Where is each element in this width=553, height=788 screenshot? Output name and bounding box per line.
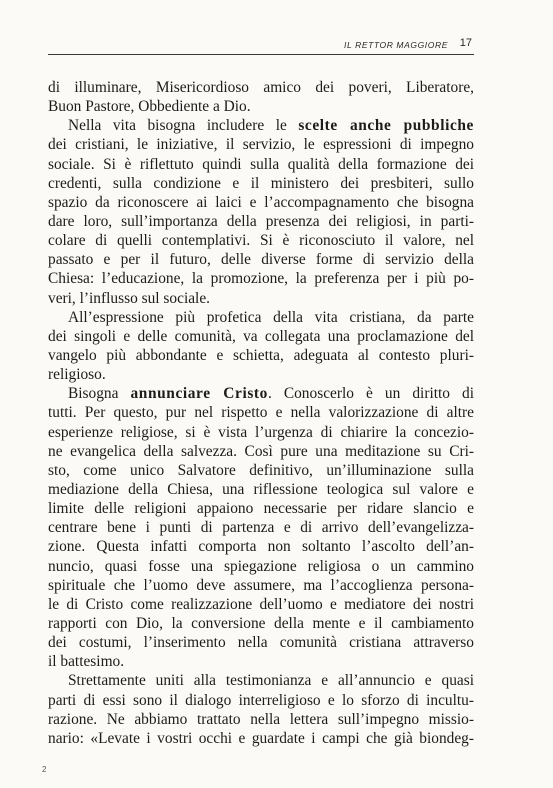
text-line	[48, 442, 474, 461]
text-run: credenti, sulla condizione e il ministero dei presbiteri, sullo	[48, 174, 474, 192]
text-run: colare di quelli contemplativi. Si è riconosciuto il valore, nel	[48, 232, 474, 250]
text-run: rapporti con Dio, la conversione della mente e il cambiamento	[48, 614, 474, 632]
text-run: vangelo più abbondante e schietta, adeguata al contesto pluri-	[48, 346, 474, 364]
text-run: spazio da riconoscere ai laici e l’accompagnamento che bisogna	[48, 193, 474, 211]
text-line	[48, 289, 474, 308]
text-run: religioso.	[48, 366, 106, 384]
text-line	[48, 250, 474, 269]
text-run: . Conoscerlo è un diritto di	[267, 385, 475, 403]
text-line	[48, 518, 474, 537]
footer-mark: 2	[42, 765, 47, 774]
text-run: Bisogna	[68, 385, 131, 403]
text-line	[48, 614, 474, 633]
text-run: passato e per il futuro, delle diverse forme di servizio della	[48, 251, 474, 269]
text-run: nario: «Levate i vostri occhi e guardate i campi che già biondeg-	[48, 729, 474, 747]
text-run: sociale. Si è riflettuto quindi sulla qualità della formazione dei	[48, 155, 474, 173]
text-line	[48, 423, 474, 442]
running-title: IL RETTOR MAGGIORE	[343, 40, 448, 50]
text-line	[48, 595, 474, 614]
text-run: dei cristiani, le iniziative, il servizio, le espressioni di impegno	[48, 136, 474, 154]
text-run: limite delle religioni appaiono necessarie per ridare slancio e	[48, 500, 474, 518]
text-line	[48, 97, 474, 116]
page-number: 17	[459, 37, 472, 49]
text-line	[48, 78, 474, 97]
text-run: Strettamente uniti alla testimonianza e all’annuncio e quasi	[68, 672, 474, 690]
text-line	[48, 461, 474, 480]
text-run: All’espressione più profetica della vita cristiana, da parte	[68, 308, 474, 326]
text-run: dei singoli e delle comunità, va collegata una proclamazione del	[48, 327, 474, 345]
text-line	[48, 174, 474, 193]
text-run: ne evangelica della salvezza. Così pure una meditazione su Cri-	[48, 442, 474, 460]
running-header	[48, 32, 474, 55]
text-run: spirituale che l’uomo deve assumere, ma l’accoglienza persona-	[48, 576, 474, 594]
emphasized-phrase: annunciare Cristo	[130, 385, 268, 403]
text-run: di illuminare, Misericordioso amico dei poveri, Liberatore,	[48, 79, 474, 96]
text-line	[48, 480, 474, 499]
text-run: il battesimo.	[48, 653, 125, 671]
text-run: centrare bene i punti di partenza e di arrivo dell’evangelizza-	[48, 519, 474, 537]
text-line	[48, 652, 474, 671]
text-run: veri, l’influsso sul sociale.	[48, 289, 210, 307]
text-run: Chiesa: l’educazione, la promozione, la preferenza per i più po-	[48, 270, 474, 288]
text-line	[48, 135, 474, 154]
text-line	[48, 403, 474, 422]
text-run: zione. Questa infatti comporta non soltanto l’ascolto dell’an-	[48, 538, 474, 556]
text-run: razione. Ne abbiamo trattato nella lettera sull’impegno missio-	[48, 710, 474, 728]
emphasized-phrase: scelte anche pubbliche	[298, 117, 474, 135]
text-run: tutti. Per questo, pur nel rispetto e nella valorizzazione di altre	[48, 404, 474, 422]
text-run: mediazione della Chiesa, una riflessione teologica sul valore e	[48, 480, 474, 498]
text-line	[48, 346, 474, 365]
text-run: Buon Pastore, Obbediente a Dio.	[48, 98, 251, 116]
text-run: sto, come unico Salvatore definitivo, un’illuminazione sulla	[48, 461, 474, 479]
text-line	[48, 557, 474, 576]
text-run: dare loro, sull’importanza della presenza dei religiosi, in parti-	[48, 212, 474, 230]
text-line	[48, 384, 474, 403]
text-line	[48, 499, 474, 518]
text-line	[48, 729, 474, 748]
text-line	[48, 633, 474, 652]
text-line	[48, 116, 474, 135]
text-run: dei costumi, l’inserimento nella comunità cristiana attraverso	[48, 634, 474, 652]
text-line	[48, 269, 474, 288]
text-line	[48, 212, 474, 231]
text-line	[48, 155, 474, 174]
text-line	[48, 691, 474, 710]
text-line	[48, 231, 474, 250]
text-run: esperienze religiose, si è vista l’urgenza di chiarire la concezio-	[48, 423, 474, 441]
text-line	[48, 710, 474, 729]
body-text	[48, 78, 474, 748]
text-run: le di Cristo come realizzazione dell’uomo e mediatore dei nostri	[48, 595, 474, 613]
text-line	[48, 671, 474, 690]
text-run: Nella vita bisogna includere le	[68, 117, 299, 135]
text-line	[48, 327, 474, 346]
text-run: parti di essi sono il dialogo interreligioso e lo sforzo di incultu-	[48, 691, 474, 709]
text-line	[48, 193, 474, 212]
text-line	[48, 576, 474, 595]
text-run: nuncio, quasi fosse una spiegazione religiosa o un cammino	[48, 557, 474, 575]
text-line	[48, 537, 474, 556]
text-line	[48, 308, 474, 327]
text-line	[48, 365, 474, 384]
